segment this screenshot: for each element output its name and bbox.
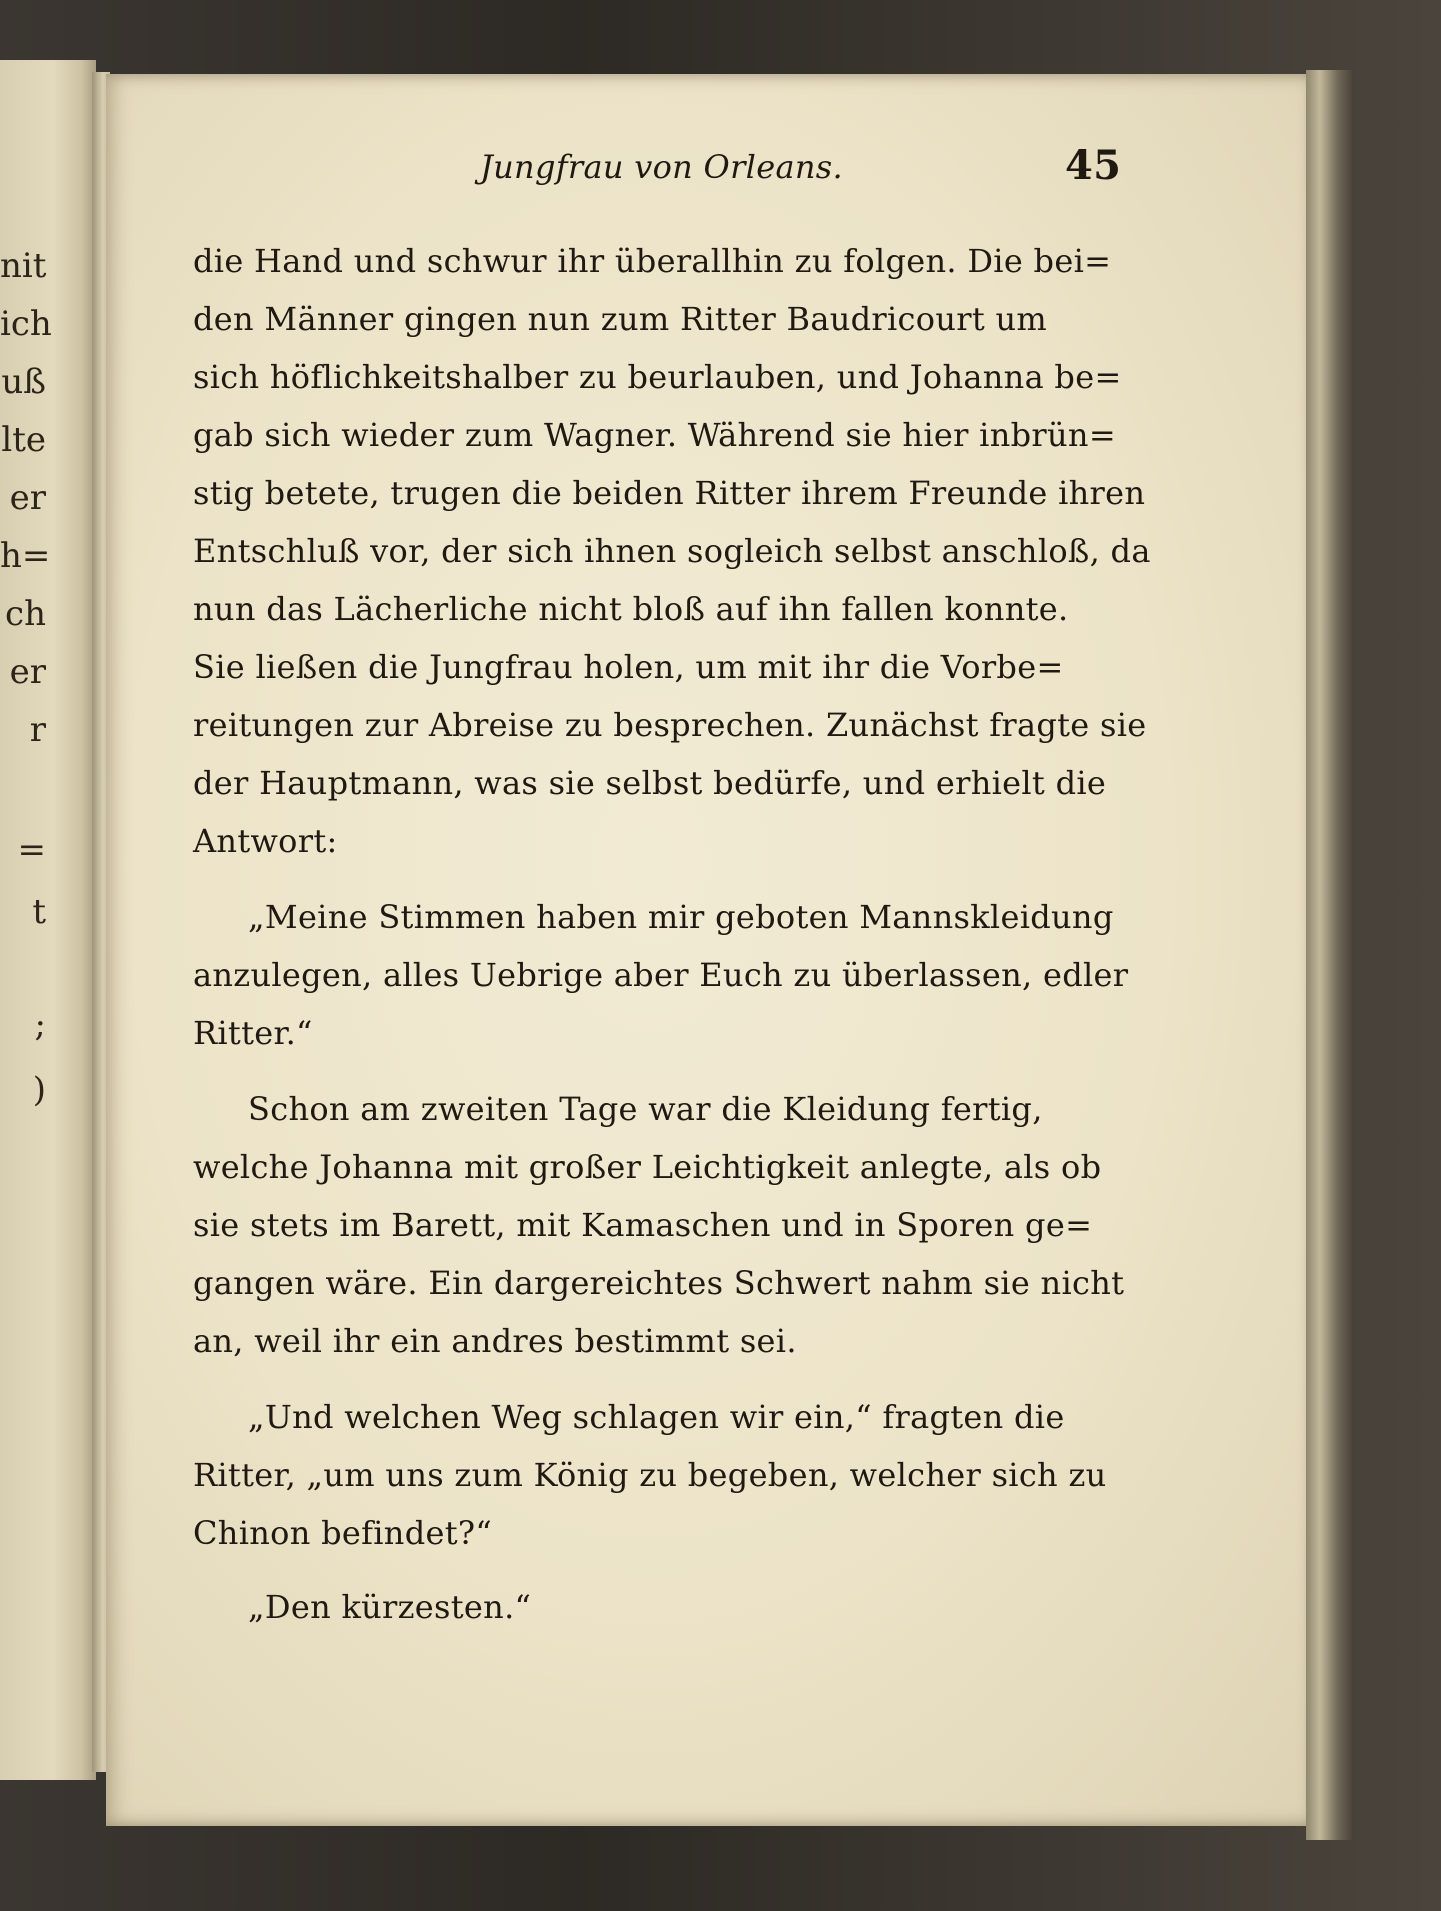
text-line: Entschluß vor, der sich ihnen sogleich selbst anschloß, da <box>193 532 1151 570</box>
left-page-fragment: = <box>17 830 46 870</box>
left-page-fragment: ich <box>0 304 52 344</box>
page-edges <box>1306 70 1352 1840</box>
left-page-fragment: h= <box>0 536 51 576</box>
text-line: der Hauptmann, was sie selbst bedürfe, und erhielt die <box>193 764 1107 802</box>
text-line: nun das Lächerliche nicht bloß auf ihn fallen konnte. <box>193 590 1069 628</box>
text-line: „Den kürzesten.“ <box>248 1588 532 1626</box>
text-line: Antwort: <box>193 822 338 860</box>
left-page-fragment: er <box>9 478 46 518</box>
text-line: sich höflichkeitshalber zu beurlauben, und Johanna be= <box>193 358 1122 396</box>
text-line: Chinon befindet?“ <box>193 1514 492 1552</box>
left-page-fragment: lte <box>1 420 46 460</box>
text-line: gab sich wieder zum Wagner. Während sie hier inbrün= <box>193 416 1116 454</box>
left-page-fragment: ; <box>34 1005 46 1045</box>
left-page-edge <box>0 60 96 1780</box>
text-line: sie stets im Barett, mit Kamaschen und in Sporen ge= <box>193 1206 1093 1244</box>
text-line: Ritter.“ <box>193 1014 313 1052</box>
text-line: an, weil ihr ein andres bestimmt sei. <box>193 1322 797 1360</box>
left-page-fragment: t <box>32 892 46 932</box>
text-line: Schon am zweiten Tage war die Kleidung fertig, <box>248 1090 1043 1128</box>
left-page-fragment: ch <box>5 594 46 634</box>
running-head: Jungfrau von Orleans. <box>480 148 843 186</box>
text-line: Ritter, „um uns zum König zu begeben, welcher sich zu <box>193 1456 1107 1494</box>
text-line: welche Johanna mit großer Leichtigkeit anlegte, als ob <box>193 1148 1102 1186</box>
text-line: reitungen zur Abreise zu besprechen. Zunächst fragte sie <box>193 706 1147 744</box>
text-line: gangen wäre. Ein dargereichtes Schwert nahm sie nicht <box>193 1264 1125 1302</box>
text-line: die Hand und schwur ihr überallhin zu folgen. Die bei= <box>193 242 1112 280</box>
left-page-fragment: r <box>29 710 46 750</box>
text-line: Sie ließen die Jungfrau holen, um mit ihr die Vorbe= <box>193 648 1064 686</box>
text-line: „Und welchen Weg schlagen wir ein,“ fragten die <box>248 1398 1065 1436</box>
text-line: anzulegen, alles Uebrige aber Euch zu überlassen, edler <box>193 956 1129 994</box>
left-page-fragment: nit <box>0 246 47 286</box>
text-line: stig betete, trugen die beiden Ritter ihrem Freunde ihren <box>193 474 1146 512</box>
left-page-fragment: ) <box>32 1070 46 1110</box>
left-page-fragment: uß <box>1 362 46 402</box>
left-page-fragment: er <box>9 652 46 692</box>
text-line: „Meine Stimmen haben mir geboten Mannskleidung <box>248 898 1114 936</box>
text-line: den Männer gingen nun zum Ritter Baudricourt um <box>193 300 1048 338</box>
page-number: 45 <box>1065 142 1122 189</box>
